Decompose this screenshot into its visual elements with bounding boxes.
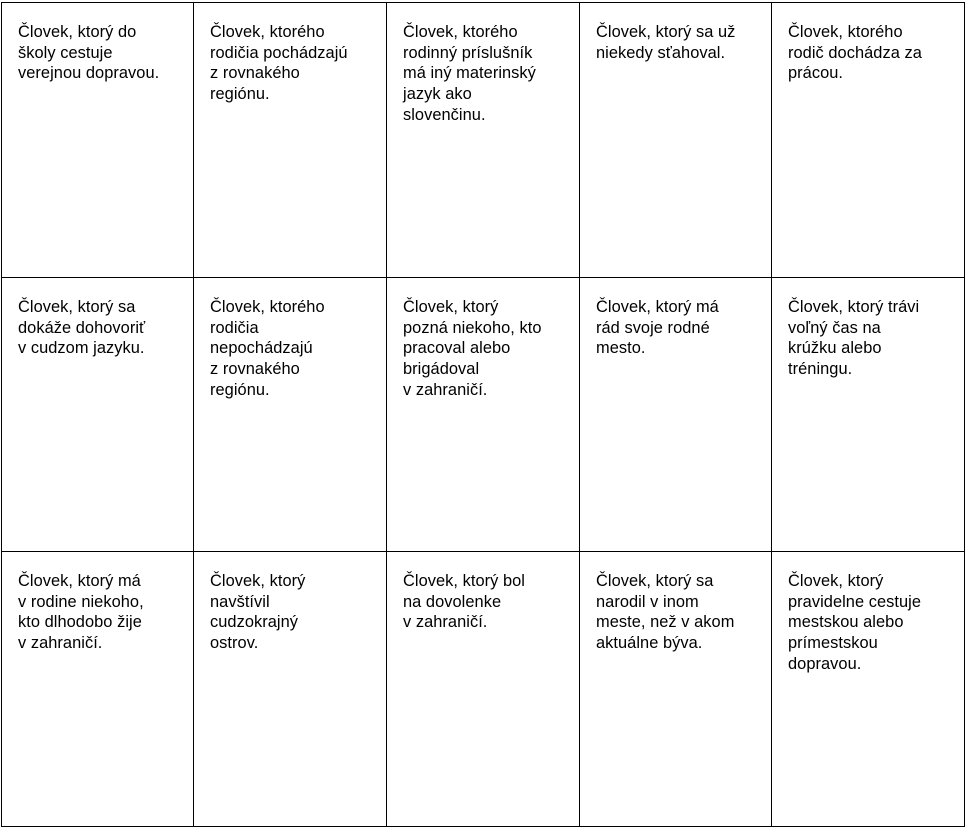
cell-line: Človek, ktorého bbox=[210, 23, 325, 41]
grid-row bbox=[2, 552, 965, 827]
grid-cell bbox=[580, 278, 772, 552]
cell-text bbox=[387, 552, 579, 633]
cell-line: v zahraničí. bbox=[403, 613, 488, 632]
cell-text bbox=[580, 278, 771, 359]
grid-cell bbox=[194, 552, 387, 827]
cell-text bbox=[2, 278, 193, 359]
grid-cell bbox=[2, 552, 194, 827]
cell-text bbox=[387, 3, 579, 126]
cell-line: Človek, ktorý sa už bbox=[596, 23, 736, 41]
grid-cell bbox=[772, 278, 965, 552]
cell-line: Človek, ktorého bbox=[403, 23, 518, 41]
cell-line: narodil v inom bbox=[596, 592, 699, 611]
grid-cell bbox=[580, 552, 772, 827]
grid-cell bbox=[772, 3, 965, 278]
cell-line: rodič dochádza za bbox=[788, 43, 922, 62]
cell-line: rodičia bbox=[210, 318, 259, 337]
cell-line: ostrov. bbox=[210, 634, 259, 653]
cell-line: cudzokrajný bbox=[210, 613, 299, 632]
cell-line: z rovnakého bbox=[210, 360, 300, 379]
cell-text bbox=[772, 3, 964, 84]
cell-text bbox=[580, 552, 771, 654]
cell-line: voľný čas na bbox=[788, 318, 881, 337]
cell-line: Človek, ktorý sa bbox=[596, 572, 714, 590]
cell-line: tréningu. bbox=[788, 360, 853, 379]
cell-line: Človek, ktorého bbox=[788, 23, 903, 41]
cell-line: rodičia pochádzajú bbox=[210, 43, 348, 62]
grid-cell bbox=[772, 552, 965, 827]
cell-line: v zahraničí. bbox=[18, 634, 103, 653]
cell-line: pozná niekoho, kto bbox=[403, 318, 542, 337]
cell-line: kto dlhodobo žije bbox=[18, 613, 142, 632]
grid-cell bbox=[2, 3, 194, 278]
cell-line: v cudzom jazyku. bbox=[18, 339, 145, 358]
grid-cell bbox=[387, 278, 580, 552]
cell-line: brigádoval bbox=[403, 360, 480, 379]
cell-line: Človek, ktorý má bbox=[18, 572, 141, 590]
cell-text bbox=[194, 552, 386, 654]
cell-line: pracoval alebo bbox=[403, 339, 511, 358]
cell-line: regiónu. bbox=[210, 380, 270, 399]
cell-text bbox=[772, 278, 964, 380]
cell-text bbox=[194, 3, 386, 105]
cell-line: mesto. bbox=[596, 339, 646, 358]
grid-cell bbox=[387, 3, 580, 278]
cell-line: rodinný príslušník bbox=[403, 43, 533, 62]
grid-cell bbox=[2, 278, 194, 552]
cell-line: Človek, ktorého bbox=[210, 298, 325, 316]
cell-text bbox=[580, 3, 771, 63]
cell-text bbox=[194, 278, 386, 401]
cell-text bbox=[2, 552, 193, 654]
grid-cell bbox=[580, 3, 772, 278]
grid-cell bbox=[194, 3, 387, 278]
cell-line: Človek, ktorý bbox=[210, 572, 306, 590]
cell-line: Človek, ktorý trávi bbox=[788, 298, 920, 316]
cell-line: Človek, ktorý má bbox=[596, 298, 719, 316]
cell-line: má iný materinský bbox=[403, 64, 536, 83]
cell-line: rád svoje rodné bbox=[596, 318, 710, 337]
cell-line: dopravou. bbox=[788, 654, 862, 673]
cell-line: Človek, ktorý sa bbox=[18, 298, 136, 316]
cell-line: Človek, ktorý bol bbox=[403, 572, 526, 590]
cell-line: regiónu. bbox=[210, 85, 270, 104]
cell-line: Človek, ktorý bbox=[403, 298, 499, 316]
cell-text bbox=[387, 278, 579, 401]
grid-cell bbox=[387, 552, 580, 827]
cell-line: z rovnakého bbox=[210, 64, 300, 83]
cell-line: nepochádzajú bbox=[210, 339, 313, 358]
cell-line: pravidelne cestuje bbox=[788, 592, 922, 611]
cell-line: navštívil bbox=[210, 592, 270, 611]
cell-line: mestskou alebo bbox=[788, 613, 904, 632]
cell-line: meste, než v akom bbox=[596, 613, 735, 632]
cell-line: v rodine niekoho, bbox=[18, 592, 144, 611]
cell-line: dokáže dohovoriť bbox=[18, 318, 146, 337]
cell-line: slovenčinu. bbox=[403, 105, 486, 124]
cell-line: prácou. bbox=[788, 64, 844, 83]
cell-line: v zahraničí. bbox=[403, 380, 488, 399]
cell-line: niekedy sťahoval. bbox=[596, 43, 726, 62]
cell-line: verejnou dopravou. bbox=[18, 64, 160, 83]
cell-line: aktuálne býva. bbox=[596, 634, 703, 653]
cell-text bbox=[2, 3, 193, 84]
grid-cell bbox=[194, 278, 387, 552]
cell-line: Človek, ktorý do bbox=[18, 23, 137, 41]
cell-line: Človek, ktorý bbox=[788, 572, 884, 590]
cell-line: krúžku alebo bbox=[788, 339, 882, 358]
cell-line: na dovolenke bbox=[403, 592, 502, 611]
grid-row bbox=[2, 278, 965, 552]
cell-text bbox=[772, 552, 964, 675]
grid-row bbox=[2, 3, 965, 278]
cell-line: školy cestuje bbox=[18, 43, 113, 62]
bingo-grid bbox=[1, 2, 965, 827]
cell-line: jazyk ako bbox=[403, 85, 472, 104]
cell-line: prímestskou bbox=[788, 634, 878, 653]
